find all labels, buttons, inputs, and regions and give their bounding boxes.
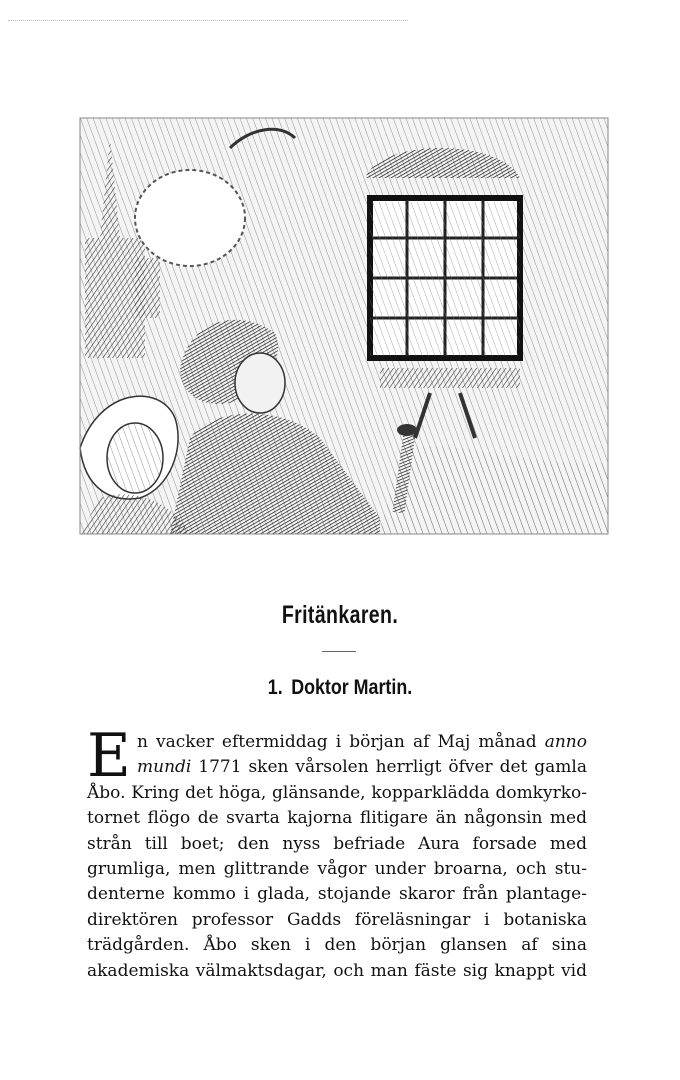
text-line: Åbo. Kring det höga, glänsande, kopparklädda domkyrko-: [87, 782, 587, 803]
text-line: grumliga, men glittrande vågor under broarna, och stu-: [87, 858, 587, 879]
text-line: akademiska välmaktsdagar, och man fäste sig knappt vid: [87, 960, 587, 981]
top-dotted-rule: [8, 20, 408, 21]
text-line: strån till boet; den nyss befriade Aura forsade med: [87, 833, 587, 854]
body-paragraph: [87, 721, 587, 984]
section-heading: [51, 676, 629, 700]
section-number: 1.: [267, 676, 283, 699]
text-line: [87, 730, 587, 755]
sun-cloud-shape: [135, 170, 245, 266]
text-line: denterne kommo i glada, stojande skaror från plantage-: [87, 884, 587, 905]
engraving-illustration: [80, 118, 608, 534]
text-line-1: n vacker eftermiddag i början af Maj månad: [137, 732, 545, 752]
text-line: trädgården. Åbo sken i den början glansen af sina: [87, 935, 587, 956]
text-line: direktören professor Gadds föreläsningar i botaniska: [87, 909, 587, 930]
drop-cap: E: [87, 721, 131, 791]
text-line: [87, 755, 587, 780]
text-line-1-emphasis: anno: [544, 732, 587, 752]
title-divider: [322, 651, 356, 652]
text-line-2-emphasis: mundi: [137, 757, 192, 778]
text-line: tornet flögo de svarta kajorna flitigare än någonsin med: [87, 808, 587, 829]
section-title: Doktor Martin.: [291, 676, 413, 699]
chapter-title: Fritänkaren.: [281, 601, 399, 629]
text-line-2: 1771 sken vårsolen herrligt öfver det gamla: [191, 757, 587, 778]
